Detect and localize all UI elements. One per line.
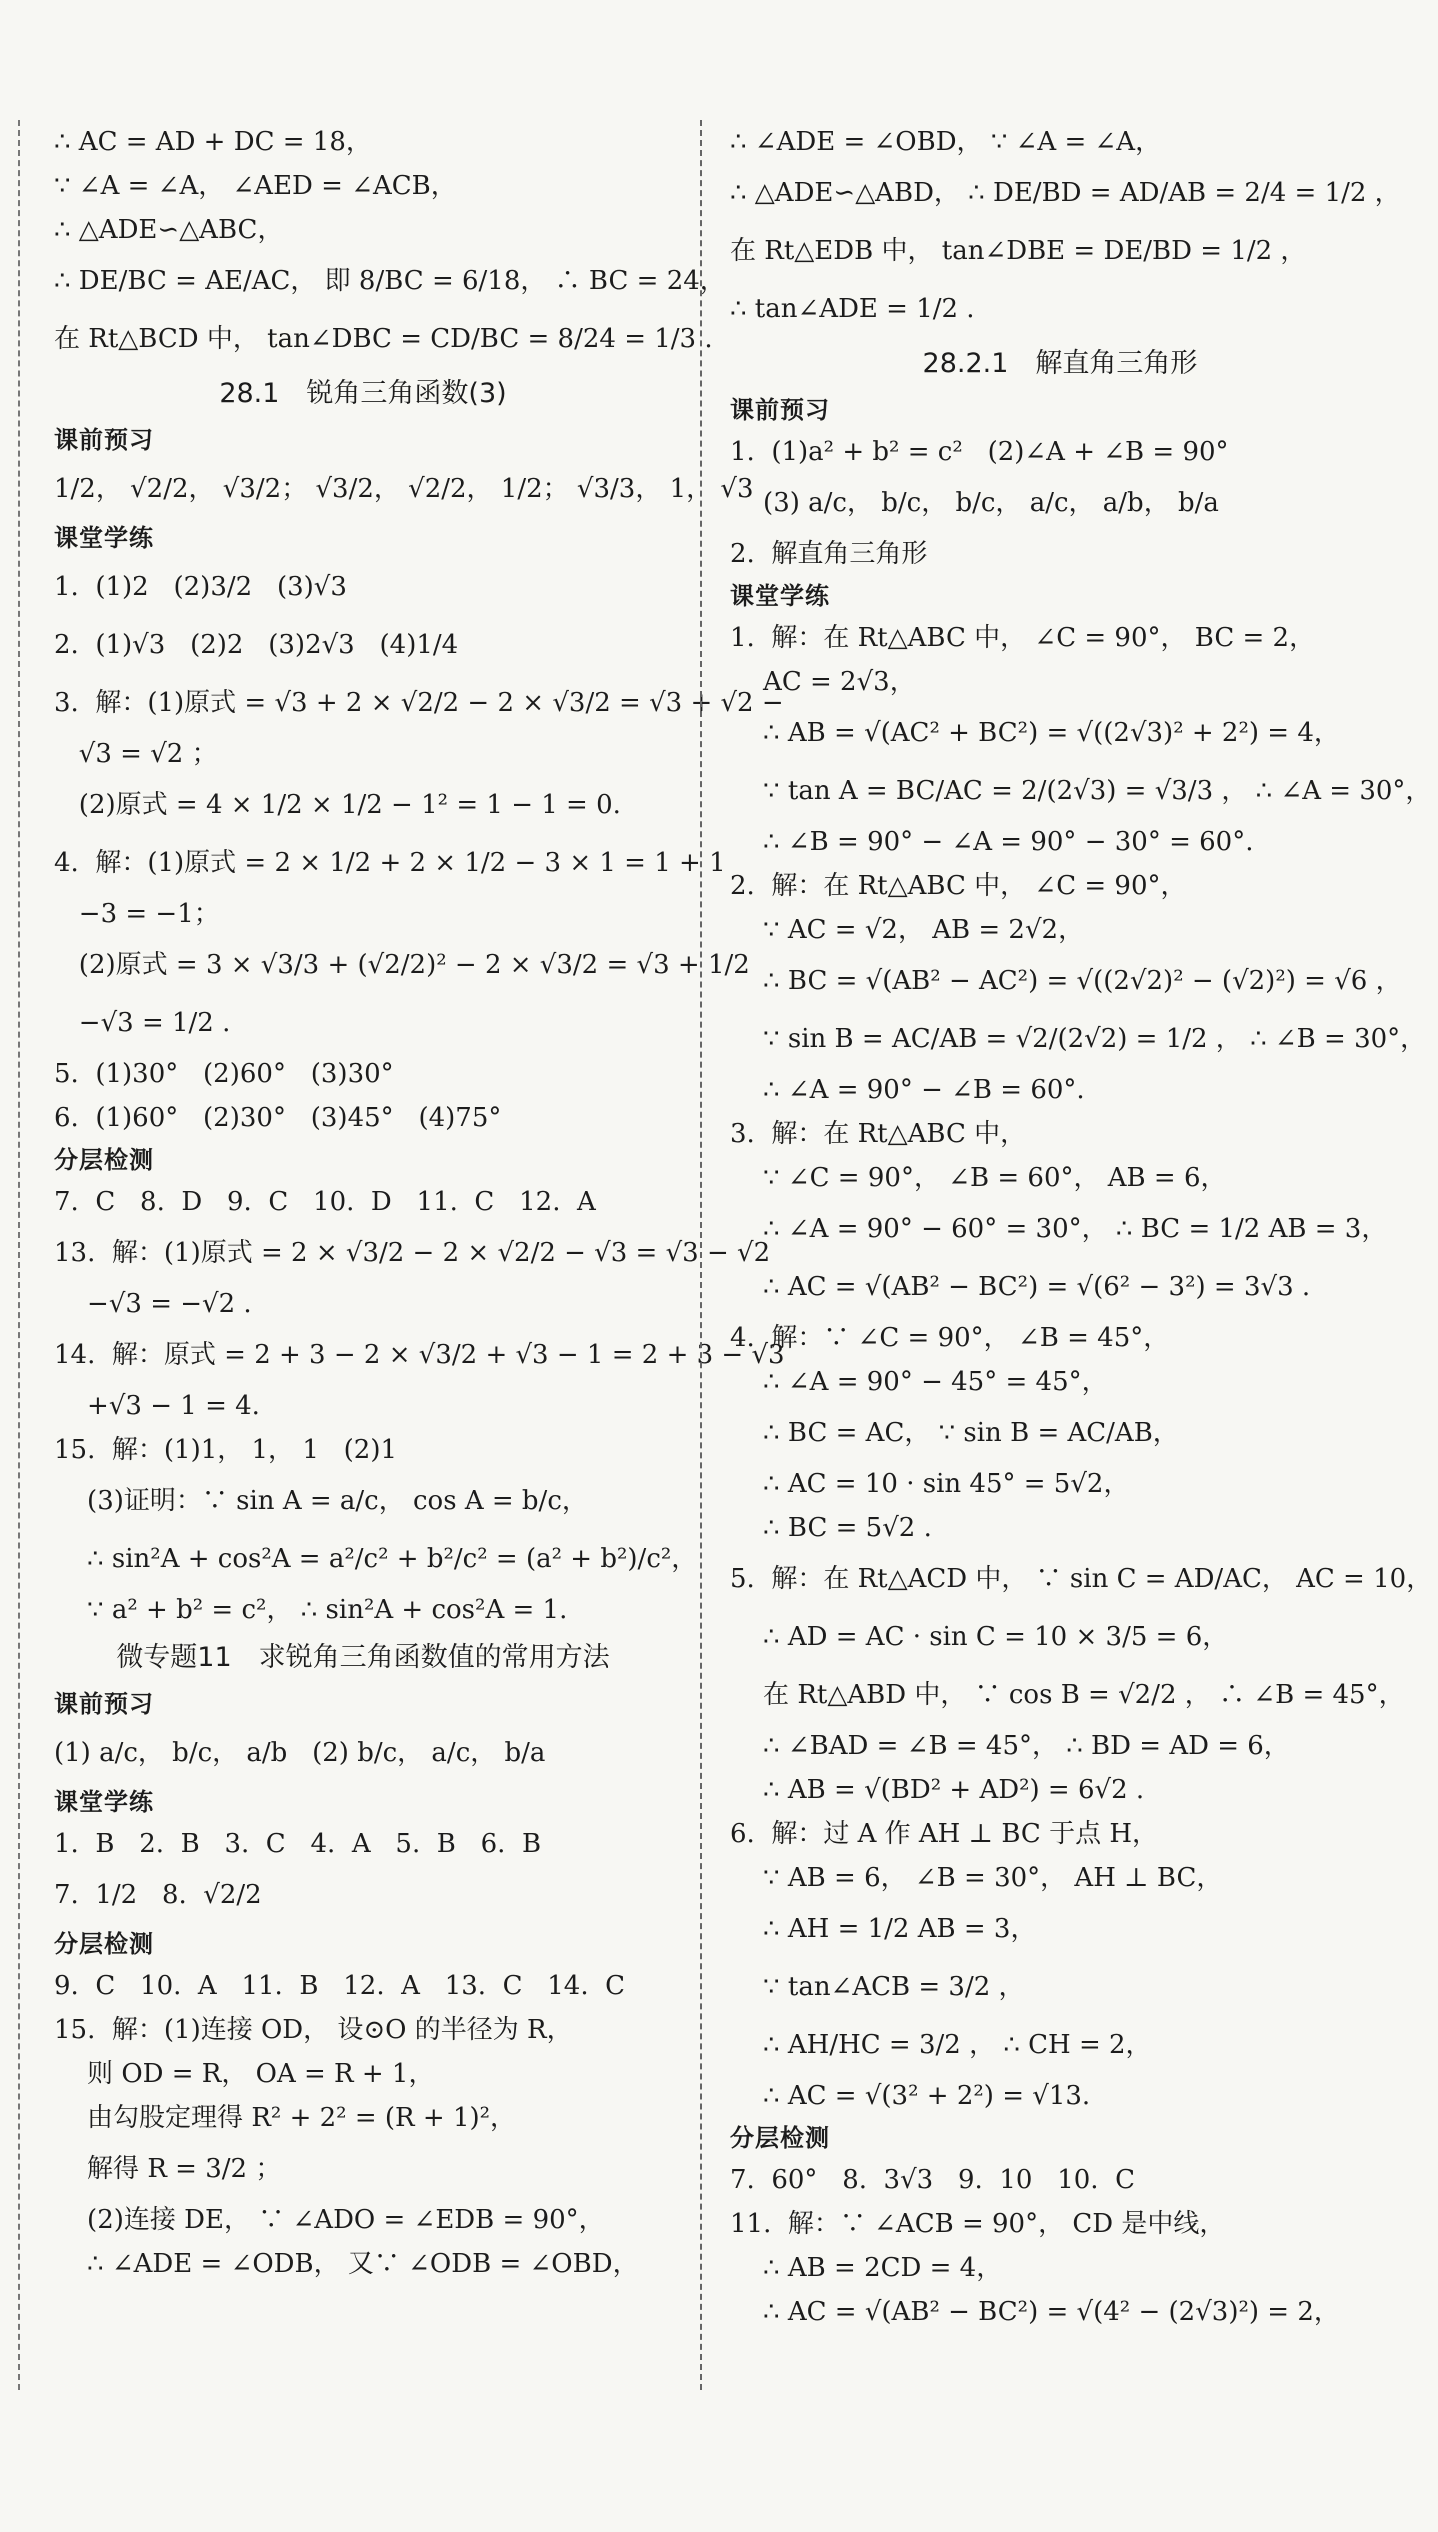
answer-line: ∵ tan A = BC/AC = 2/(2√3) = √3/3 ， ∴ ∠A = 30°， bbox=[730, 776, 1432, 806]
answer-line: 解得 R = 3/2 ； bbox=[54, 2154, 282, 2184]
answer-line: 4. 解：(1)原式 = 2 × 1/2 + 2 × 1/2 − 3 × 1 = 1 + 1 bbox=[54, 848, 726, 878]
answer-line: 2. (1)√3 (2)2 (3)2√3 (4)1/4 bbox=[54, 630, 459, 660]
answer-line: 3. 解：(1)原式 = √3 + 2 × √2/2 − 2 × √3/2 = √3 + √2 − bbox=[54, 688, 784, 718]
answer-line: (1) a/c， b/c， a/b (2) b/c， a/c， b/a bbox=[54, 1738, 546, 1768]
answer-line: −√3 = 1/2 . bbox=[54, 1008, 231, 1038]
section-heading: 课堂学练 bbox=[54, 1788, 154, 1816]
answer-line: ∴ BC = √(AB² − AC²) = √((2√2)² − (√2)²) = √6 ， bbox=[730, 966, 1402, 996]
answer-line: 1. (1)a² + b² = c² (2)∠A + ∠B = 90° bbox=[730, 437, 1229, 467]
answer-line: √3 = √2 ； bbox=[54, 739, 218, 769]
section-heading: 课前预习 bbox=[54, 1690, 154, 1718]
answer-line: 1. 解：在 Rt△ABC 中， ∠C = 90°， BC = 2， bbox=[730, 623, 1316, 653]
answer-line: 在 Rt△ABD 中， ∵ cos B = √2/2 ， ∴ ∠B = 45°， bbox=[730, 1680, 1405, 1710]
answer-line: 6. 解：过 A 作 AH ⊥ BC 于点 H， bbox=[730, 1819, 1159, 1849]
answer-line: ∴ AC = √(AB² − BC²) = √(4² − (2√3)²) = 2， bbox=[730, 2297, 1340, 2327]
answer-line: (3)证明：∵ sin A = a/c， cos A = b/c， bbox=[54, 1486, 588, 1516]
answer-line: 5. 解：在 Rt△ACD 中， ∵ sin C = AD/AC， AC = 10， bbox=[730, 1564, 1433, 1594]
answer-line: ∴ tan∠ADE = 1/2 . bbox=[730, 294, 975, 324]
answer-line: ∴ DE/BC = AE/AC， 即 8/BC = 6/18， ∴ BC = 24， bbox=[54, 266, 726, 296]
answer-line: 2. 解：在 Rt△ABC 中， ∠C = 90°， bbox=[730, 871, 1187, 901]
answer-line: ∴ ∠ADE = ∠ODB， 又∵ ∠ODB = ∠OBD， bbox=[54, 2249, 639, 2279]
answer-line: 7. 1/2 8. √2/2 bbox=[54, 1880, 262, 1910]
answer-line: ∴ ∠A = 90° − 60° = 30°， ∴ BC = 1/2 AB = 3， bbox=[730, 1214, 1388, 1244]
answer-line: 14. 解：原式 = 2 + 3 − 2 × √3/2 + √3 − 1 = 2 + 3 − √3 bbox=[54, 1340, 785, 1370]
section-heading: 课堂学练 bbox=[730, 582, 830, 610]
answer-line: 在 Rt△EDB 中， tan∠DBE = DE/BD = 1/2 ， bbox=[730, 236, 1307, 266]
answer-line: 6. (1)60° (2)30° (3)45° (4)75° bbox=[54, 1103, 502, 1133]
answer-line: 9. C 10. A 11. B 12. A 13. C 14. C bbox=[54, 1971, 626, 2001]
answer-line: ∴ ∠B = 90° − ∠A = 90° − 30° = 60°. bbox=[730, 827, 1254, 857]
answer-line: ∴ BC = 5√2 . bbox=[730, 1513, 932, 1543]
answer-line: ∴ AB = √(BD² + AD²) = 6√2 . bbox=[730, 1775, 1145, 1805]
answer-line: ∵ a² + b² = c²， ∴ sin²A + cos²A = 1. bbox=[54, 1595, 568, 1625]
answer-line: 15. 解：(1)1， 1， 1 (2)1 bbox=[54, 1435, 398, 1465]
answer-line: ∴ AH = 1/2 AB = 3， bbox=[730, 1914, 1037, 1944]
answer-line: 13. 解：(1)原式 = 2 × √3/2 − 2 × √2/2 − √3 = √3 − √2 bbox=[54, 1238, 771, 1268]
answer-line: 15. 解：(1)连接 OD， 设⊙O 的半径为 R， bbox=[54, 2015, 573, 2045]
section-title: 28.2.1 解直角三角形 bbox=[922, 348, 1198, 379]
answer-line: 1/2， √2/2， √3/2； √3/2， √2/2， 1/2； √3/3， 1， √3 bbox=[54, 474, 754, 504]
answer-line: ∴ AC = 10 · sin 45° = 5√2， bbox=[730, 1469, 1130, 1499]
answer-line: ∴ BC = AC， ∵ sin B = AC/AB， bbox=[730, 1418, 1179, 1448]
answer-line: 1. B 2. B 3. C 4. A 5. B 6. B bbox=[54, 1829, 542, 1859]
section-heading: 分层检测 bbox=[54, 1930, 154, 1958]
answer-line: 7. C 8. D 9. C 10. D 11. C 12. A bbox=[54, 1187, 596, 1217]
answer-line: ∴ AC = √(3² + 2²) = √13. bbox=[730, 2081, 1091, 2111]
answer-line: ∴ AC = √(AB² − BC²) = √(6² − 3²) = 3√3 . bbox=[730, 1272, 1311, 1302]
answer-line: ∴ △ADE∽△ABD， ∴ DE/BD = AD/AB = 2/4 = 1/2 ， bbox=[730, 178, 1401, 208]
answer-line: ∵ AC = √2， AB = 2√2， bbox=[730, 915, 1085, 945]
section-heading: 课前预习 bbox=[54, 426, 154, 454]
answer-line: 4. 解：∵ ∠C = 90°， ∠B = 45°， bbox=[730, 1323, 1170, 1353]
answer-line: (2)连接 DE， ∵ ∠ADO = ∠EDB = 90°， bbox=[54, 2205, 605, 2235]
section-heading: 分层检测 bbox=[54, 1146, 154, 1174]
answer-line: ∴ ∠ADE = ∠OBD， ∵ ∠A = ∠A， bbox=[730, 127, 1162, 157]
answer-line: ∴ AB = √(AC² + BC²) = √((2√3)² + 2²) = 4， bbox=[730, 718, 1340, 748]
left-column bbox=[54, 120, 785, 2286]
answer-line: 5. (1)30° (2)60° (3)30° bbox=[54, 1059, 394, 1089]
answer-line: ∴ AH/HC = 3/2 ， ∴ CH = 2， bbox=[730, 2030, 1152, 2060]
answer-line: ∵ ∠A = ∠A， ∠AED = ∠ACB， bbox=[54, 171, 457, 201]
answer-line: ∴ ∠A = 90° − ∠B = 60°. bbox=[730, 1075, 1085, 1105]
section-heading: 分层检测 bbox=[730, 2124, 830, 2152]
section-title: 微专题11 求锐角三角函数值的常用方法 bbox=[116, 1642, 610, 1673]
answer-line: +√3 − 1 = 4. bbox=[54, 1391, 260, 1421]
answer-line: ∵ ∠C = 90°， ∠B = 60°， AB = 6， bbox=[730, 1163, 1227, 1193]
answer-line: 2. 解直角三角形 bbox=[730, 539, 928, 569]
answer-line: ∴ sin²A + cos²A = a²/c² + b²/c² = (a² + b²)/c²， bbox=[54, 1544, 698, 1574]
answer-line: 在 Rt△BCD 中， tan∠DBC = CD/BC = 8/24 = 1/3 . bbox=[54, 324, 713, 354]
answer-line: ∴ △ADE∽△ABC， bbox=[54, 215, 284, 245]
answer-line: 1. (1)2 (2)3/2 (3)√3 bbox=[54, 572, 347, 602]
answer-line: ∵ AB = 6， ∠B = 30°， AH ⊥ BC， bbox=[730, 1863, 1223, 1893]
answer-line: 由勾股定理得 R² + 2² = (R + 1)²， bbox=[54, 2103, 517, 2133]
section-title: 28.1 锐角三角函数(3) bbox=[219, 378, 507, 409]
column-divider bbox=[700, 120, 702, 2390]
answer-line: (2)原式 = 4 × 1/2 × 1/2 − 1² = 1 − 1 = 0. bbox=[54, 790, 621, 820]
binding-line bbox=[18, 120, 20, 2390]
answer-line: (3) a/c， b/c， b/c， a/c， a/b， b/a bbox=[730, 488, 1219, 518]
answer-line: 11. 解：∵ ∠ACB = 90°， CD 是中线， bbox=[730, 2209, 1226, 2239]
answer-line: ∴ ∠A = 90° − 45° = 45°， bbox=[730, 1367, 1108, 1397]
answer-line: (2)原式 = 3 × √3/3 + (√2/2)² − 2 × √3/2 = √3 + 1/2 bbox=[54, 950, 750, 980]
answer-line: ∵ sin B = AC/AB = √2/(2√2) = 1/2 ， ∴ ∠B = 30°， bbox=[730, 1024, 1427, 1054]
answer-line: ∴ AB = 2CD = 4， bbox=[730, 2253, 1003, 2283]
right-column bbox=[730, 120, 1433, 2334]
section-heading: 课前预习 bbox=[730, 396, 830, 424]
answer-line: ∴ AC = AD + DC = 18， bbox=[54, 127, 372, 157]
answer-line: −√3 = −√2 . bbox=[54, 1289, 252, 1319]
answer-line: −3 = −1； bbox=[54, 899, 220, 929]
answer-line: ∴ ∠BAD = ∠B = 45°， ∴ BD = AD = 6， bbox=[730, 1731, 1290, 1761]
answer-line: 7. 60° 8. 3√3 9. 10 10. C bbox=[730, 2165, 1135, 2195]
answer-line: 则 OD = R， OA = R + 1， bbox=[54, 2059, 435, 2089]
answer-line: ∴ AD = AC · sin C = 10 × 3/5 = 6， bbox=[730, 1622, 1229, 1652]
answer-line: AC = 2√3， bbox=[730, 667, 916, 697]
section-heading: 课堂学练 bbox=[54, 524, 154, 552]
answer-line: 3. 解：在 Rt△ABC 中， bbox=[730, 1119, 1027, 1149]
answer-line: ∵ tan∠ACB = 3/2 ， bbox=[730, 1972, 1025, 2002]
